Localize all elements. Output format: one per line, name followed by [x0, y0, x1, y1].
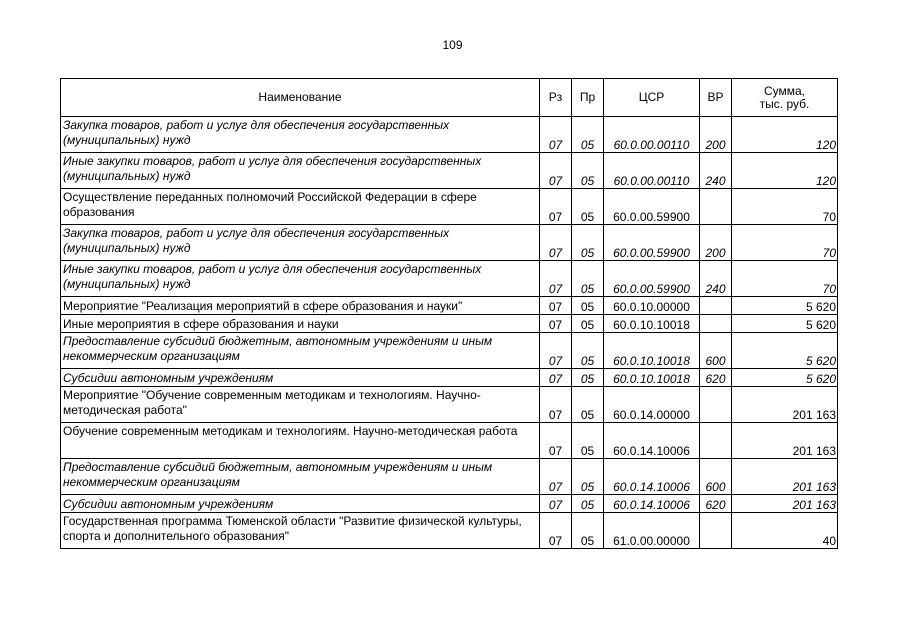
row-name: Иные мероприятия в сфере образования и науки: [61, 315, 540, 333]
table-row: [61, 225, 838, 261]
header-vr: ВР: [700, 79, 732, 117]
row-pr: 05: [572, 297, 604, 315]
row-csr: 60.0.10.00000: [604, 297, 700, 315]
row-pr: 05: [572, 387, 604, 423]
row-vr: 620: [700, 495, 732, 513]
row-csr: 60.0.10.10018: [604, 315, 700, 333]
row-vr: 200: [700, 225, 732, 261]
row-vr: 620: [700, 369, 732, 387]
row-name: Предоставление субсидий бюджетным, автономным учреждениям и иным некоммерческим организациям: [61, 459, 540, 495]
row-name: Мероприятие "Реализация мероприятий в сфере образования и науки": [61, 297, 540, 315]
row-csr: 60.0.14.10006: [604, 495, 700, 513]
budget-table: [60, 78, 838, 549]
row-name: Мероприятие "Обучение современным методикам и технологиям. Научно-методическая работа": [61, 387, 540, 423]
row-csr: 60.0.14.10006: [604, 459, 700, 495]
row-rz: 07: [540, 333, 572, 369]
row-csr: 60.0.00.59900: [604, 225, 700, 261]
header-sum: [732, 79, 838, 117]
row-rz: 07: [540, 495, 572, 513]
row-vr: [700, 423, 732, 459]
row-sum: 201 163: [732, 459, 838, 495]
row-sum: 5 620: [732, 333, 838, 369]
row-pr: 05: [572, 459, 604, 495]
row-vr: [700, 189, 732, 225]
row-sum: 5 620: [732, 369, 838, 387]
row-rz: 07: [540, 297, 572, 315]
row-name: Закупка товаров, работ и услуг для обеспечения государственных (муниципальных) нужд: [61, 117, 540, 153]
row-vr: [700, 315, 732, 333]
row-vr: [700, 513, 732, 549]
row-pr: 05: [572, 117, 604, 153]
row-sum: 120: [732, 117, 838, 153]
row-vr: 600: [700, 459, 732, 495]
header-sum-line1: Сумма,: [763, 83, 806, 98]
row-pr: 05: [572, 333, 604, 369]
row-pr: 05: [572, 261, 604, 297]
row-rz: 07: [540, 189, 572, 225]
row-rz: 07: [540, 117, 572, 153]
table-row: [61, 153, 838, 189]
row-rz: 07: [540, 513, 572, 549]
row-rz: 07: [540, 369, 572, 387]
row-pr: 05: [572, 495, 604, 513]
header-pr: Пр: [572, 79, 604, 117]
row-pr: 05: [572, 153, 604, 189]
table-row: [61, 117, 838, 153]
row-rz: 07: [540, 423, 572, 459]
table-row: [61, 315, 838, 333]
header-sum-line2: тыс. руб.: [759, 96, 810, 111]
row-sum: 70: [732, 261, 838, 297]
row-vr: 600: [700, 333, 732, 369]
row-csr: 60.0.14.10006: [604, 423, 700, 459]
header-csr: ЦСР: [604, 79, 700, 117]
row-csr: 60.0.00.59900: [604, 261, 700, 297]
row-csr: 60.0.14.00000: [604, 387, 700, 423]
table-header-row: [61, 79, 838, 117]
row-rz: 07: [540, 225, 572, 261]
row-pr: 05: [572, 423, 604, 459]
row-csr: 60.0.00.59900: [604, 189, 700, 225]
row-name: Предоставление субсидий бюджетным, автономным учреждениям и иным некоммерческим организациям: [61, 333, 540, 369]
table-row: [61, 261, 838, 297]
row-csr: 60.0.00.00110: [604, 117, 700, 153]
table-row: [61, 189, 838, 225]
header-name: Наименование: [61, 79, 540, 117]
row-name: Закупка товаров, работ и услуг для обеспечения государственных (муниципальных) нужд: [61, 225, 540, 261]
table-row: [61, 333, 838, 369]
row-pr: 05: [572, 225, 604, 261]
row-sum: 70: [732, 225, 838, 261]
table-row: [61, 387, 838, 423]
row-sum: 40: [732, 513, 838, 549]
row-sum: 201 163: [732, 495, 838, 513]
row-rz: 07: [540, 153, 572, 189]
row-sum: 120: [732, 153, 838, 189]
row-vr: 200: [700, 117, 732, 153]
table-row: [61, 297, 838, 315]
row-sum: 70: [732, 189, 838, 225]
table-row: [61, 459, 838, 495]
row-vr: 240: [700, 153, 732, 189]
row-vr: 240: [700, 261, 732, 297]
row-csr: 60.0.10.10018: [604, 333, 700, 369]
header-rz: Рз: [540, 79, 572, 117]
table-row: [61, 495, 838, 513]
row-name: Государственная программа Тюменской области "Развитие физической культуры, спорта и дополнительного образования": [61, 513, 540, 549]
table-row: [61, 369, 838, 387]
row-pr: 05: [572, 189, 604, 225]
row-name: Субсидии автономным учреждениям: [61, 495, 540, 513]
row-csr: 60.0.10.10018: [604, 369, 700, 387]
table-row: [61, 423, 838, 459]
row-rz: 07: [540, 315, 572, 333]
row-pr: 05: [572, 513, 604, 549]
row-vr: [700, 387, 732, 423]
row-name: Иные закупки товаров, работ и услуг для обеспечения государственных (муниципальных) нужд: [61, 153, 540, 189]
row-rz: 07: [540, 261, 572, 297]
row-sum: 201 163: [732, 387, 838, 423]
row-csr: 61.0.00.00000: [604, 513, 700, 549]
row-sum: 201 163: [732, 423, 838, 459]
row-name: Иные закупки товаров, работ и услуг для обеспечения государственных (муниципальных) нужд: [61, 261, 540, 297]
row-pr: 05: [572, 315, 604, 333]
table-row: [61, 513, 838, 549]
page-number: 109: [442, 38, 463, 52]
row-name: Обучение современным методикам и технологиям. Научно-методическая работа: [61, 423, 540, 459]
row-name: Осуществление переданных полномочий Российской Федерации в сфере образования: [61, 189, 540, 225]
row-sum: 5 620: [732, 297, 838, 315]
row-pr: 05: [572, 369, 604, 387]
row-sum: 5 620: [732, 315, 838, 333]
row-rz: 07: [540, 387, 572, 423]
row-vr: [700, 297, 732, 315]
row-csr: 60.0.00.00110: [604, 153, 700, 189]
row-rz: 07: [540, 459, 572, 495]
row-name: Субсидии автономным учреждениям: [61, 369, 540, 387]
